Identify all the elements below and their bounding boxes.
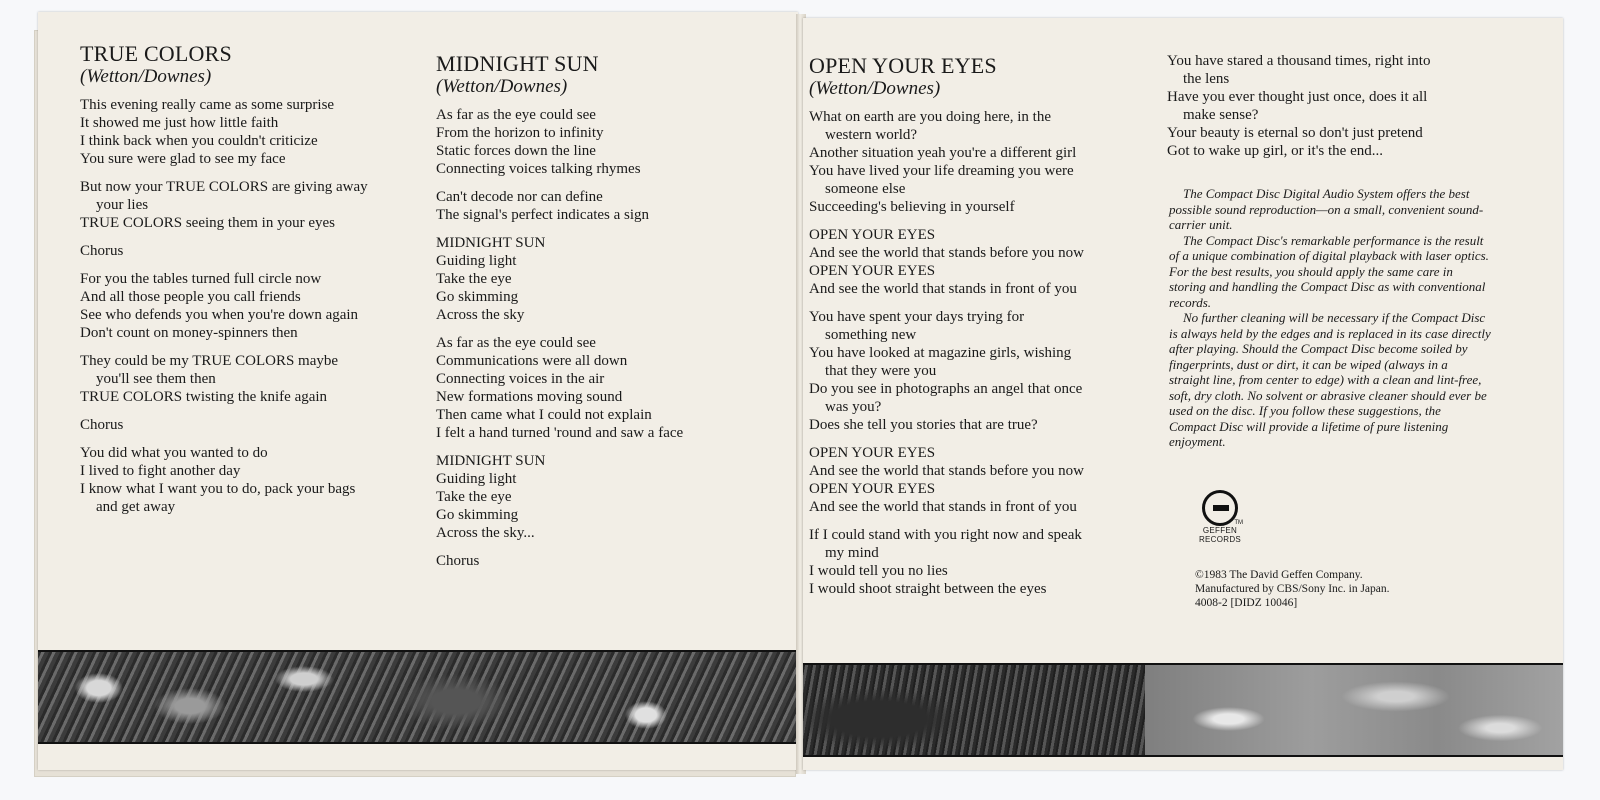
stanza — [80, 96, 420, 168]
logo-text-geffen: GEFFEN — [1202, 526, 1238, 535]
lyric-line: I would shoot straight between the eyes — [809, 581, 1047, 597]
lyric-line: and get away — [96, 499, 176, 515]
lyric-line: Does she tell you stories that are true? — [809, 417, 1038, 433]
lyrics-continued — [1167, 52, 1527, 160]
song-title: MIDNIGHT SUN — [436, 51, 599, 76]
lyric-line: You did what you wanted to do — [80, 445, 268, 461]
stanza — [809, 444, 1154, 516]
lyrics — [809, 108, 1154, 598]
lyric-line: You sure were glad to see my face — [80, 151, 286, 167]
song-title: OPEN YOUR EYES — [809, 53, 997, 78]
lyric-line: It showed me just how little faith — [80, 115, 279, 131]
lyric-line: my mind — [825, 545, 879, 561]
lyric-line: Succeeding's believing in yourself — [809, 199, 1015, 215]
stanza — [809, 308, 1154, 434]
stanza — [80, 444, 420, 516]
lyric-line: But now your TRUE COLORS are giving away — [80, 179, 368, 195]
lyric-line: Don't count on money-spinners then — [80, 325, 298, 341]
stanza — [809, 226, 1154, 298]
lyric-line: You have stared a thousand times, right into — [1167, 53, 1431, 69]
lyric-line: MIDNIGHT SUN — [436, 235, 546, 251]
lyric-line: As far as the eye could see — [436, 107, 596, 123]
lyric-line: Guiding light — [436, 471, 517, 487]
stanza — [436, 334, 776, 442]
lyric-line: Across the sky... — [436, 525, 535, 541]
stanza — [436, 452, 776, 542]
lyric-line: you'll see them then — [96, 371, 216, 387]
catalog-number: 4008-2 [DIDZ 10046] — [1195, 597, 1298, 609]
lyric-line: western world? — [825, 127, 918, 143]
lyric-line: Have you ever thought just once, does it all — [1167, 89, 1428, 105]
geffen-g-icon — [1202, 490, 1238, 526]
lyric-line: Go skimming — [436, 289, 519, 305]
copyright-block — [1195, 568, 1390, 610]
lyric-line: MIDNIGHT SUN — [436, 453, 546, 469]
lyric-line: OPEN YOUR EYES — [809, 481, 936, 497]
lyric-line: OPEN YOUR EYES — [809, 445, 936, 461]
compact-disc-notice — [1169, 186, 1491, 450]
lyric-line: that they were you — [825, 363, 937, 379]
lyric-line: You have lived your life dreaming you were — [809, 163, 1074, 179]
lyric-line: I think back when you couldn't criticize — [80, 133, 318, 149]
lyric-line: Do you see in photographs an angel that once — [809, 381, 1083, 397]
lyric-line: Chorus — [436, 553, 480, 569]
lyric-line: Your beauty is eternal so don't just pretend — [1167, 125, 1423, 141]
lyric-line: Static forces down the line — [436, 143, 596, 159]
lyric-line: Got to wake up girl, or it's the end... — [1167, 143, 1383, 159]
ocean-photo-strip — [803, 663, 1563, 757]
lyric-line: Chorus — [80, 417, 124, 433]
lyric-line: someone else — [825, 181, 906, 197]
notice-paragraph: The Compact Disc's remarkable performance is the result of a unique combination of digital playback with laser optics. For the best results, you should apply the same care in storing and handling the Compact Disc as with conventional records. — [1169, 232, 1489, 310]
song-title: TRUE COLORS — [80, 41, 232, 66]
stanza — [80, 416, 420, 434]
lyric-line: Another situation yeah you're a different girl — [809, 145, 1077, 161]
lyric-line: They could be my TRUE COLORS maybe — [80, 353, 339, 369]
manufacturer-line: Manufactured by CBS/Sony Inc. in Japan. — [1195, 583, 1390, 595]
lyric-line: Connecting voices talking rhymes — [436, 161, 641, 177]
lyric-line: The signal's perfect indicates a sign — [436, 207, 650, 223]
lyric-line: your lies — [96, 197, 149, 213]
logo-text-records: RECORDS — [1198, 535, 1242, 544]
lyric-line: You have looked at magazine girls, wishing — [809, 345, 1072, 361]
lyric-line: Go skimming — [436, 507, 519, 523]
stanza — [80, 270, 420, 342]
geffen-records-logo — [1195, 490, 1245, 544]
song-credit: (Wetton/Downes) — [80, 66, 212, 87]
lyric-line: And see the world that stands before you now — [809, 463, 1084, 479]
booklet-left-page — [38, 12, 798, 770]
lyric-line: I lived to fight another day — [80, 463, 241, 479]
lyrics — [80, 96, 420, 516]
song-credit: (Wetton/Downes) — [809, 78, 941, 99]
lyric-line: For you the tables turned full circle now — [80, 271, 322, 287]
lyric-line: What on earth are you doing here, in the — [809, 109, 1051, 125]
lyric-line: And see the world that stands before you now — [809, 245, 1084, 261]
lyric-line: OPEN YOUR EYES — [809, 263, 936, 279]
stanza — [809, 526, 1154, 598]
song-midnight-sun — [436, 52, 776, 580]
stanza — [80, 178, 420, 232]
lyric-line: You have spent your days trying for — [809, 309, 1025, 325]
lyric-line: From the horizon to infinity — [436, 125, 604, 141]
lyric-line: Connecting voices in the air — [436, 371, 605, 387]
trademark-mark: TM — [1234, 520, 1243, 526]
lyric-line: Communications were all down — [436, 353, 628, 369]
stanza — [436, 106, 776, 178]
lyric-line: As far as the eye could see — [436, 335, 596, 351]
lyric-line: TRUE COLORS twisting the knife again — [80, 389, 328, 405]
stanza — [436, 234, 776, 324]
lyric-line: I would tell you no lies — [809, 563, 948, 579]
stanza — [809, 108, 1154, 216]
lyric-line: TRUE COLORS seeing them in your eyes — [80, 215, 335, 231]
copyright-line: ©1983 The David Geffen Company. — [1195, 569, 1363, 581]
booklet-right-page — [803, 18, 1563, 770]
lyric-line: I felt a hand turned 'round and saw a face — [436, 425, 684, 441]
jungle-photo-strip — [38, 650, 798, 744]
stanza — [436, 188, 776, 224]
stanza — [80, 242, 420, 260]
lyric-line: Guiding light — [436, 253, 517, 269]
lyric-line: Across the sky — [436, 307, 525, 323]
song-credit: (Wetton/Downes) — [436, 76, 568, 97]
lyric-line: And see the world that stands in front of you — [809, 499, 1077, 515]
lyric-line: Then came what I could not explain — [436, 407, 652, 423]
notice-paragraph: No further cleaning will be necessary if the Compact Disc is always held by the edges and is replaced in its case directly after playing. Should the Compact Disc become soiled by fingerprints, dust or dirt, it can be wiped (always in a straight line, from center to edge) with a clean and lint-free, soft, dry cloth. No solvent or abrasive cleaner should ever be used on the disc. If you follow these suggestions, the Compact Disc will provide a lifetime of pure listening enjoyment. — [1169, 310, 1491, 449]
lyric-line: And all those people you call friends — [80, 289, 301, 305]
stanza — [80, 352, 420, 406]
lyric-line: Take the eye — [436, 271, 512, 287]
lyrics — [436, 106, 776, 570]
notice-paragraph: The Compact Disc Digital Audio System offers the best possible sound reproduction—on a small, convenient sound-carrier unit. — [1169, 186, 1484, 232]
lyric-line: OPEN YOUR EYES — [809, 227, 936, 243]
song-open-your-eyes — [809, 54, 1154, 608]
lyric-line: See who defends you when you're down again — [80, 307, 359, 323]
lyric-line: New formations moving sound — [436, 389, 623, 405]
lyric-line: This evening really came as some surprise — [80, 97, 335, 113]
lyric-line: something new — [825, 327, 917, 343]
lyric-line: I know what I want you to do, pack your bags — [80, 481, 356, 497]
lyric-line: And see the world that stands in front of you — [809, 281, 1077, 297]
lyric-line: make sense? — [1183, 107, 1259, 123]
lyric-line: was you? — [825, 399, 882, 415]
lyric-line: the lens — [1183, 71, 1230, 87]
lyric-line: Can't decode nor can define — [436, 189, 603, 205]
lyric-line: Take the eye — [436, 489, 512, 505]
song-true-colors — [80, 42, 420, 526]
stanza — [436, 552, 776, 570]
lyric-line: Chorus — [80, 243, 124, 259]
lyric-line: If I could stand with you right now and speak — [809, 527, 1082, 543]
song-open-your-eyes-continued — [1167, 52, 1527, 160]
